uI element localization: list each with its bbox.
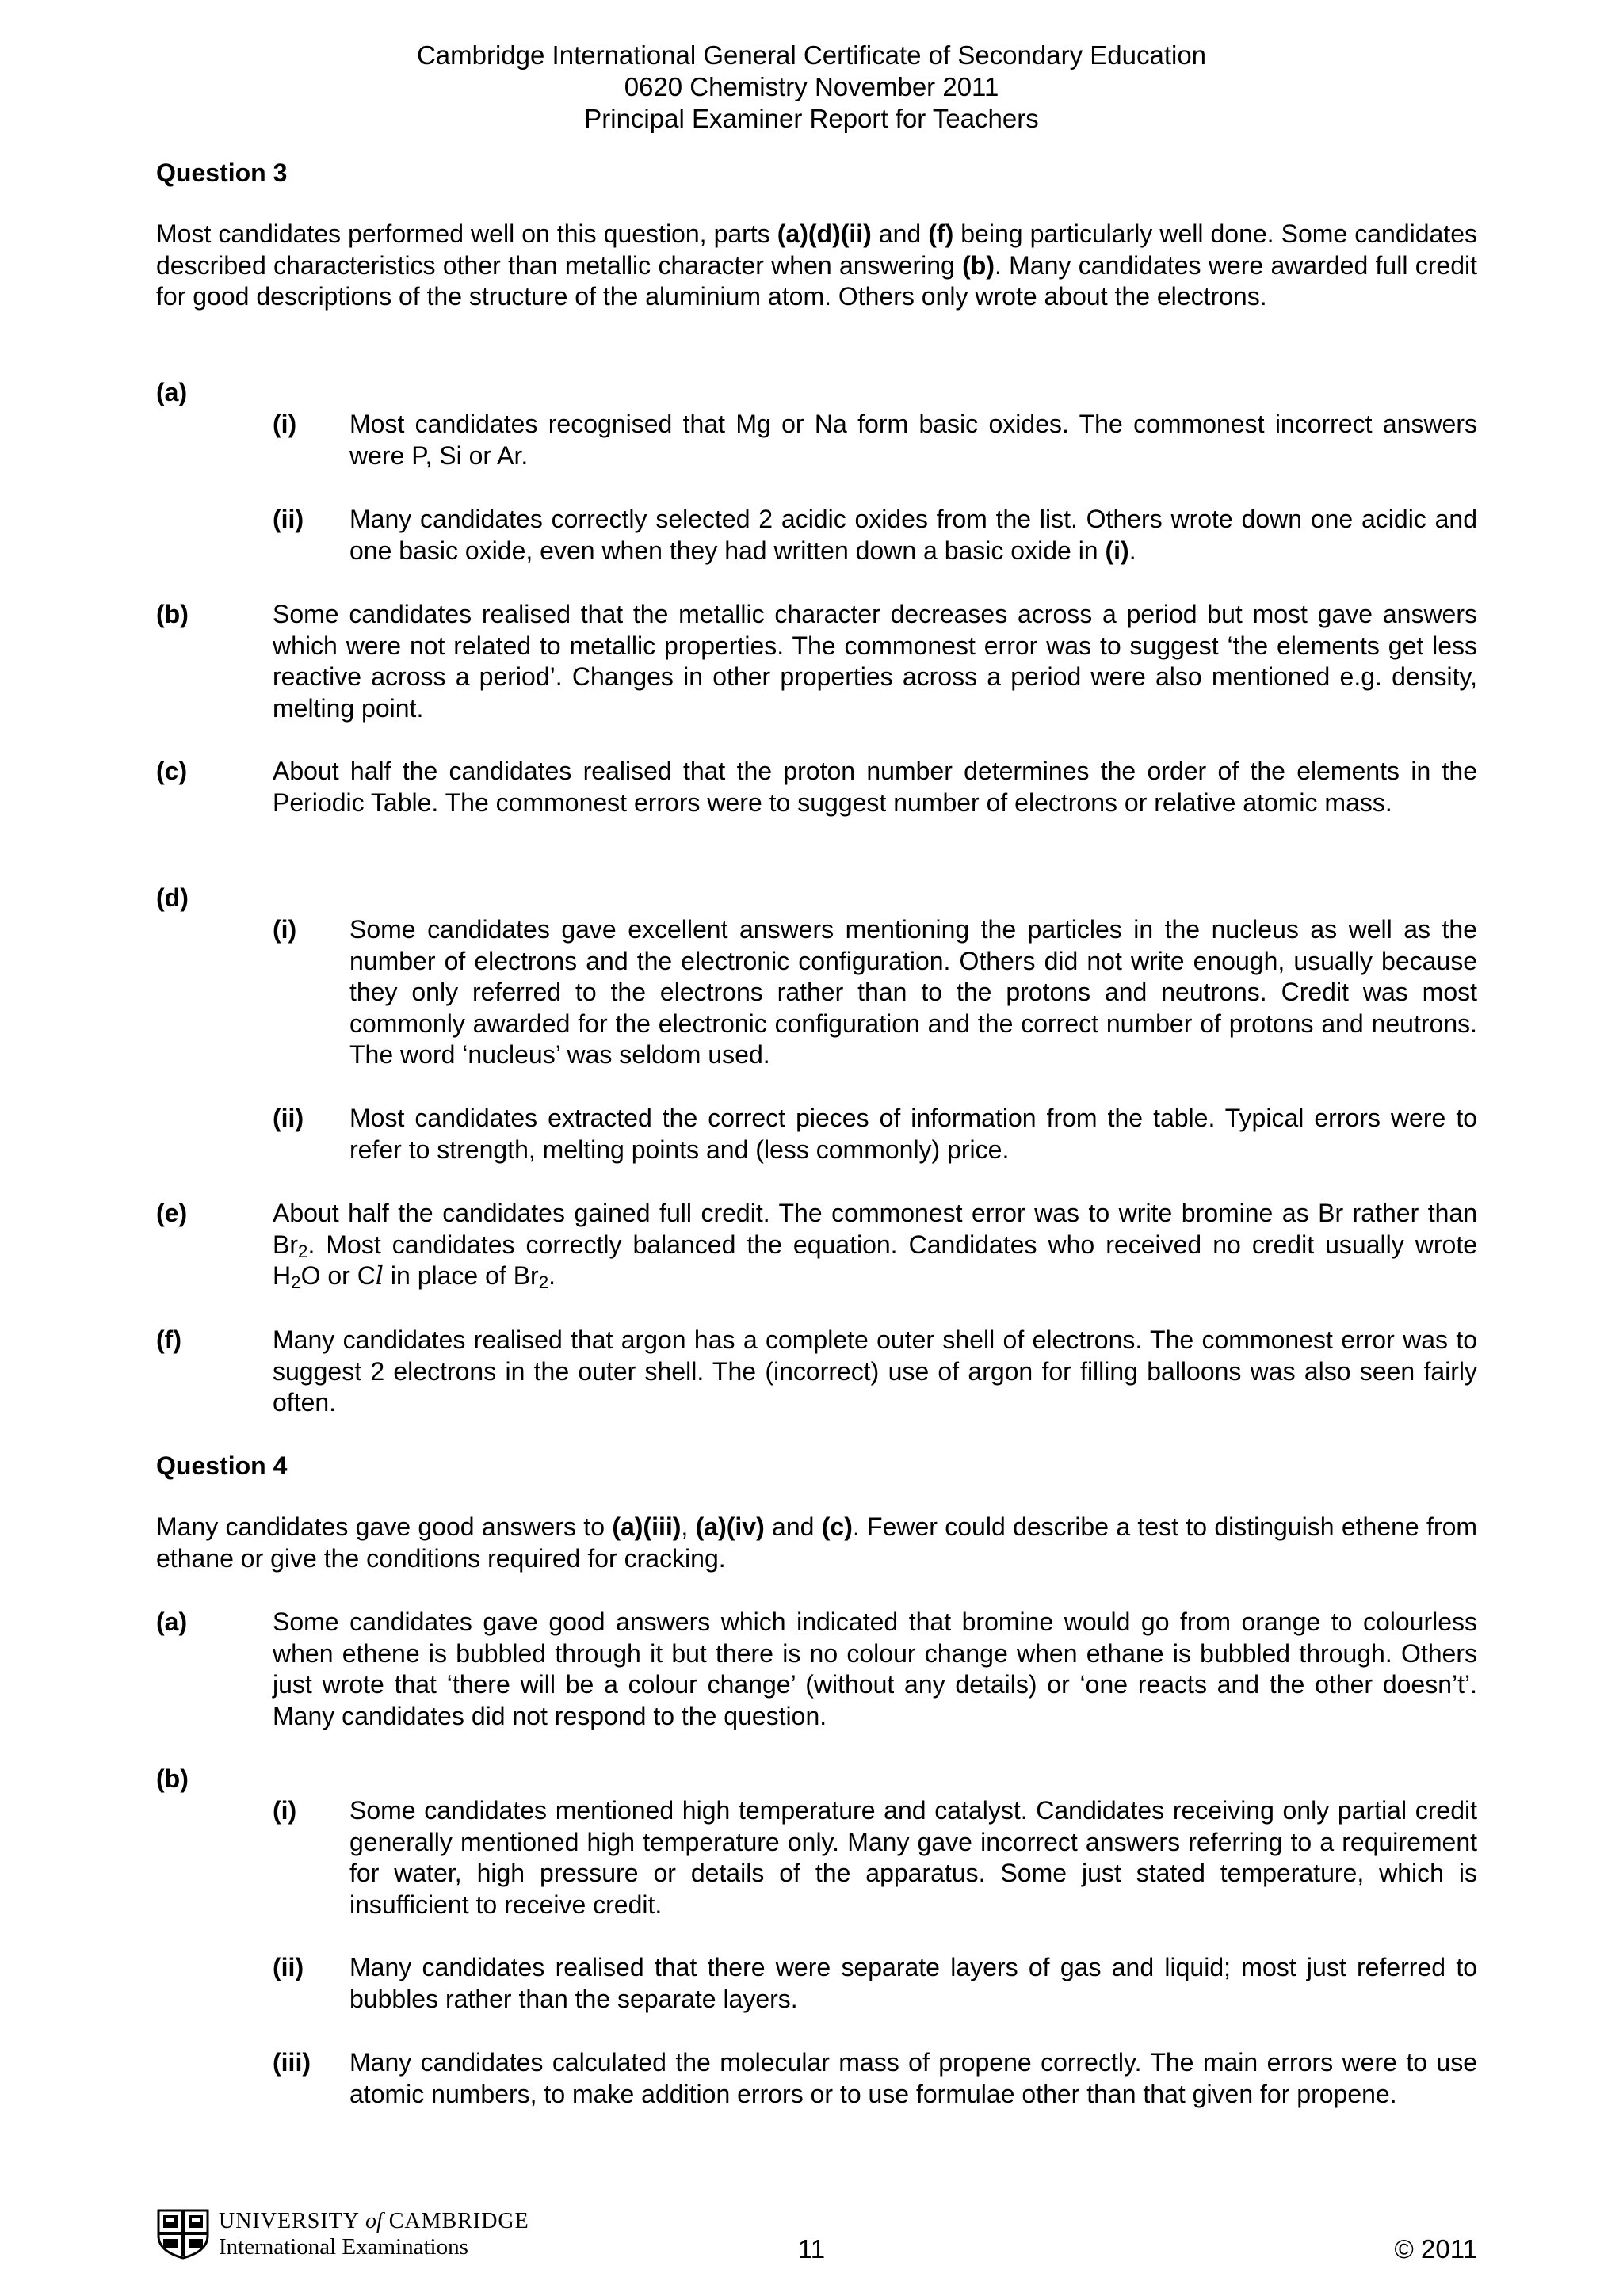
- q4-part-b-iii-text: Many candidates calculated the molecular mass of propene correctly. The main errors were to use atomic numbers, to make addition errors or to use formulae other than that given for propene.: [349, 2048, 1477, 2108]
- q4-part-b-label: (b): [156, 1764, 189, 1793]
- q4-part-b-i-label: (i): [273, 1796, 297, 1825]
- q4-part-a-text: Some candidates gave good answers which indicated that bromine would go from orange to colourless when ethene is bubbled through it but there is no colour change when ethane is bubbled through. Others just wrote that ‘there will be a colour change’ (without any details) or ‘one reacts and the other doesn’t’. Many candidates did not respond to the question.: [273, 1608, 1477, 1730]
- header-line-2: 0620 Chemistry November 2011: [624, 72, 999, 101]
- copyright: © 2011: [1394, 2234, 1477, 2264]
- q3-part-c-label: (c): [156, 757, 188, 785]
- page-number: 11: [797, 2234, 826, 2264]
- q3-part-a-i-text: Most candidates recognised that Mg or Na form basic oxides. The commonest incorrect answers were P, Si or Ar.: [349, 410, 1477, 470]
- q3-part-b-label: (b): [156, 600, 189, 628]
- q3-part-d-ii-text: Most candidates extracted the correct pieces of information from the table. Typical errors were to refer to strength, melting points and (less commonly) price.: [349, 1104, 1477, 1164]
- q4-part-b-iii-label: (iii): [273, 2048, 311, 2077]
- q4-part-a-label: (a): [156, 1608, 188, 1636]
- q3-part-d-ii-label: (ii): [273, 1104, 304, 1132]
- q3-part-c-text: About half the candidates realised that the proton number determines the order of the elements in the Periodic Table. The commonest errors were to suggest number of electrons or relative atomic mass.: [273, 757, 1477, 817]
- q3-part-a-ii-text: Many candidates correctly selected 2 acidic oxides from the list. Others wrote down one acidic and one basic oxide, even when they had written down a basic oxide in (i).: [349, 505, 1477, 565]
- q4-part-b-ii-text: Many candidates realised that there were separate layers of gas and liquid; most just referred to bubbles rather than the separate layers.: [349, 1953, 1477, 2013]
- q3-part-d-i-text: Some candidates gave excellent answers mentioning the particles in the nucleus as well as the number of electrons and the electronic configuration. Others did not write enough, usually because they only referred to the electrons rather than to the protons and neutrons. Credit was most commonly awarded for the electronic configuration and the correct number of protons and neutrons. The word ‘nucleus’ was seldom used.: [349, 915, 1477, 1069]
- header-line-3: Principal Examiner Report for Teachers: [584, 104, 1039, 133]
- question-4-intro: Many candidates gave good answers to (a)(iii), (a)(iv) and (c). Fewer could describe a test to distinguish ethene from ethane or give the conditions required for cracking.: [156, 1512, 1478, 1573]
- question-3-title: Question 3: [156, 158, 288, 187]
- q3-part-b-text: Some candidates realised that the metallic character decreases across a period but most gave answers which were not related to metallic properties. The commonest error was to suggest ‘the elements get less reactive across a period’. Changes in other properties across a period were also mentioned e.g. density, melting point.: [273, 600, 1477, 723]
- question-4-title: Question 4: [156, 1451, 288, 1480]
- q3-part-a-label: (a): [156, 378, 188, 406]
- q4-part-b-ii-label: (ii): [273, 1953, 304, 1981]
- q3-part-d-label: (d): [156, 883, 189, 912]
- header-line-1: Cambridge International General Certificate of Secondary Education: [416, 40, 1207, 70]
- q3-part-e-text: About half the candidates gained full credit. The commonest error was to write bromine as Br rather than $Br_2$. Most candidates correctly balanced the equation. Candidates who received no credit usually wrote $H_2O$ or Cl in place of $Br_2$.: [273, 1199, 1477, 1292]
- q4-part-b-i-text: Some candidates mentioned high temperature and catalyst. Candidates receiving only partial credit generally mentioned high temperature only. Many gave incorrect answers referring to a requirement for water, high pressure or details of the apparatus. Some just stated temperature, which is insufficient to receive credit.: [349, 1796, 1477, 1919]
- logo-university-text: UNIVERSITY of CAMBRIDGE: [219, 2209, 529, 2233]
- question-3-intro: Most candidates performed well on this question, parts (a)(d)(ii) and (f) being particularly well done. Some candidates described characteristics other than metallic character when answering (b). Many candidates were awarded full credit for good descriptions of the structure of the aluminium atom. Others only wrote about the electrons.: [156, 219, 1478, 311]
- q3-part-f-text: Many candidates realised that argon has a complete outer shell of electrons. The commonest error was to suggest 2 electrons in the outer shell. The (incorrect) use of argon for filling balloons was also seen fairly often.: [273, 1325, 1477, 1417]
- q3-part-a-ii-label: (ii): [273, 505, 304, 533]
- q3-part-d-i-label: (i): [273, 915, 297, 944]
- logo-international-examinations-text: International Examinations: [219, 2234, 468, 2260]
- q3-part-a-i-label: (i): [273, 410, 297, 438]
- q3-part-f-label: (f): [156, 1325, 181, 1354]
- q3-part-e-label: (e): [156, 1199, 188, 1227]
